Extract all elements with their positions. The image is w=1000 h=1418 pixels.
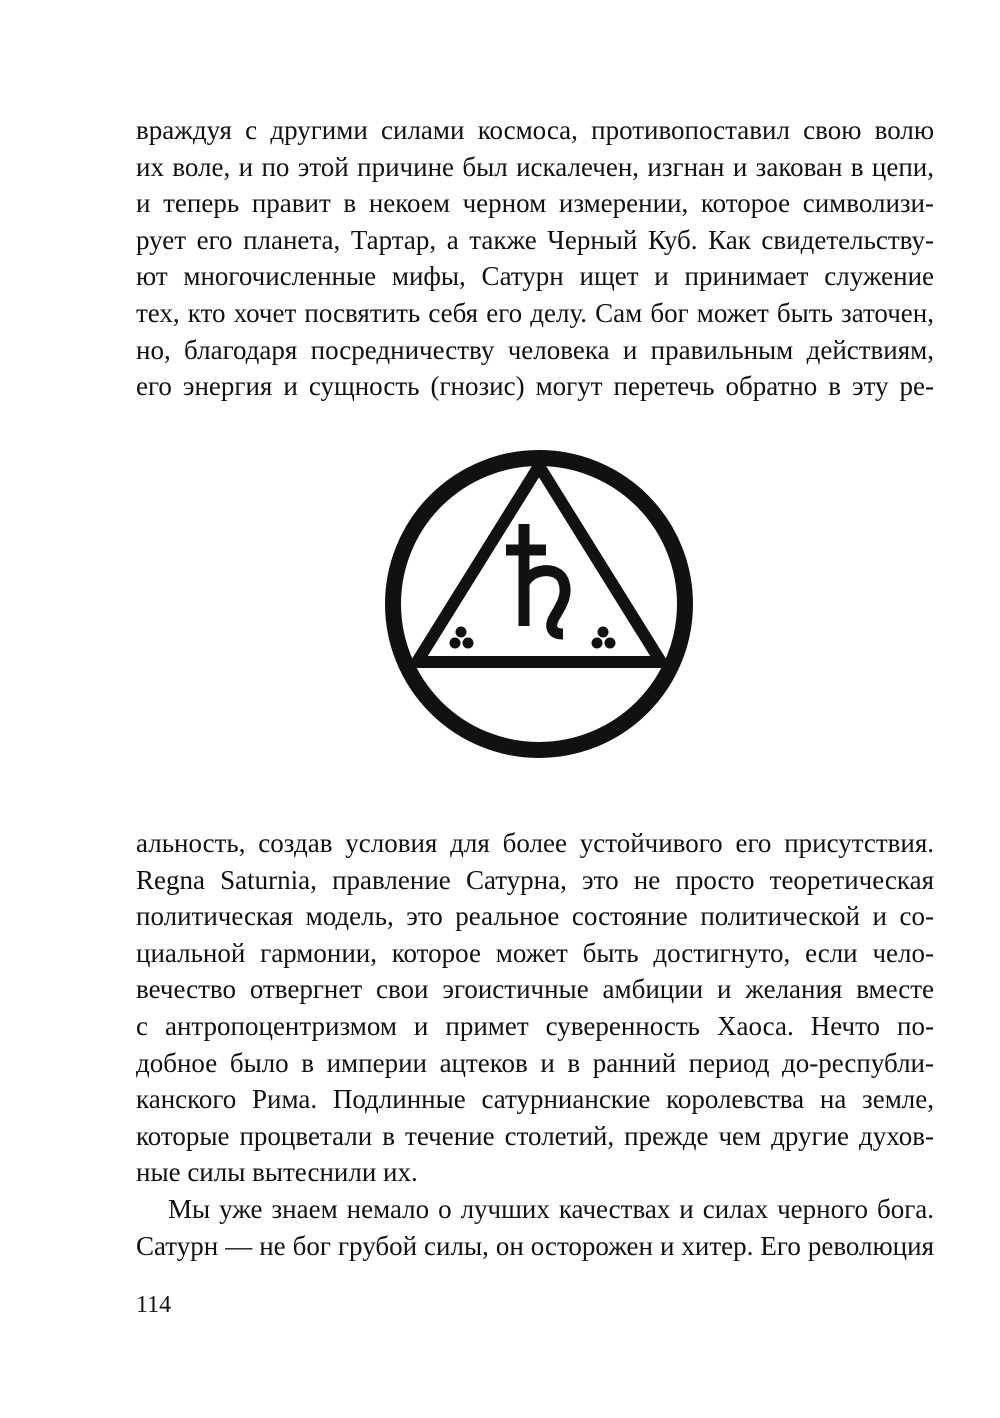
text-line: тех, кто хочет посвятить себя его делу. Сам бог может быть заточен, [136, 297, 934, 328]
dots-left-icon [450, 627, 474, 649]
text-line: альность, создав условия для более устойчивого его присутствия. [136, 828, 934, 858]
dots-right-icon [592, 627, 616, 649]
page-number: 114 [136, 1292, 172, 1318]
text-line: но, благодаря посредничеству человека и правильным действиям, [136, 334, 934, 365]
text-line: циальной гармонии, которое может быть достигнуто, если чело- [136, 937, 934, 968]
text-line: враждуя с другими силами космоса, противопоставил свою волю [136, 115, 934, 145]
text-line: его энергия и сущность (гнозис) могут перетечь обратно в эту ре- [136, 371, 934, 402]
text-line: Мы уже знаем немало о лучших качествах и силах черного бога. [168, 1193, 934, 1224]
text-line: их воле, и по этой причине был искалечен, изгнан и закован в цепи, [136, 151, 934, 182]
text-line: ют многочисленные мифы, Сатурн ищет и принимает служение [136, 261, 934, 292]
text-line: Сатурн — не бог грубой силы, он осторожен и хитер. Его революция [136, 1230, 934, 1261]
text-line: рует его планета, Тартар, а также Черный Куб. Как свидетельству- [136, 224, 934, 255]
paragraph-bottom [136, 825, 934, 1264]
text-line: Regna Saturnia, правление Сатурна, это не просто теоретическая [136, 864, 934, 895]
text-line: с антропоцентризмом и примет суверенность Хаоса. Нечто по- [136, 1010, 934, 1041]
text-line: политическая модель, это реальное состояние политической и со- [136, 901, 934, 932]
sigil-circle [393, 458, 685, 750]
paragraph-top [136, 112, 934, 405]
text-line: и теперь правит в некоем черном измерении, которое символизи- [136, 188, 934, 219]
text-line: ные силы вытеснили их. [136, 1157, 418, 1188]
text-line: добное было в империи ацтеков и в ранний период до-республи- [136, 1047, 934, 1078]
saturn-glyph-icon [506, 524, 565, 634]
saturn-sigil-figure [381, 446, 697, 762]
text-line: вечество отвергнет свои эгоистичные амбиции и желания вместе [136, 974, 934, 1005]
saturn-sigil-icon [381, 446, 697, 762]
text-line: канского Рима. Подлинные сатурнианские королевства на земле, [136, 1084, 934, 1115]
text-line: которые процветали в течение столетий, прежде чем другие духов- [136, 1120, 934, 1151]
